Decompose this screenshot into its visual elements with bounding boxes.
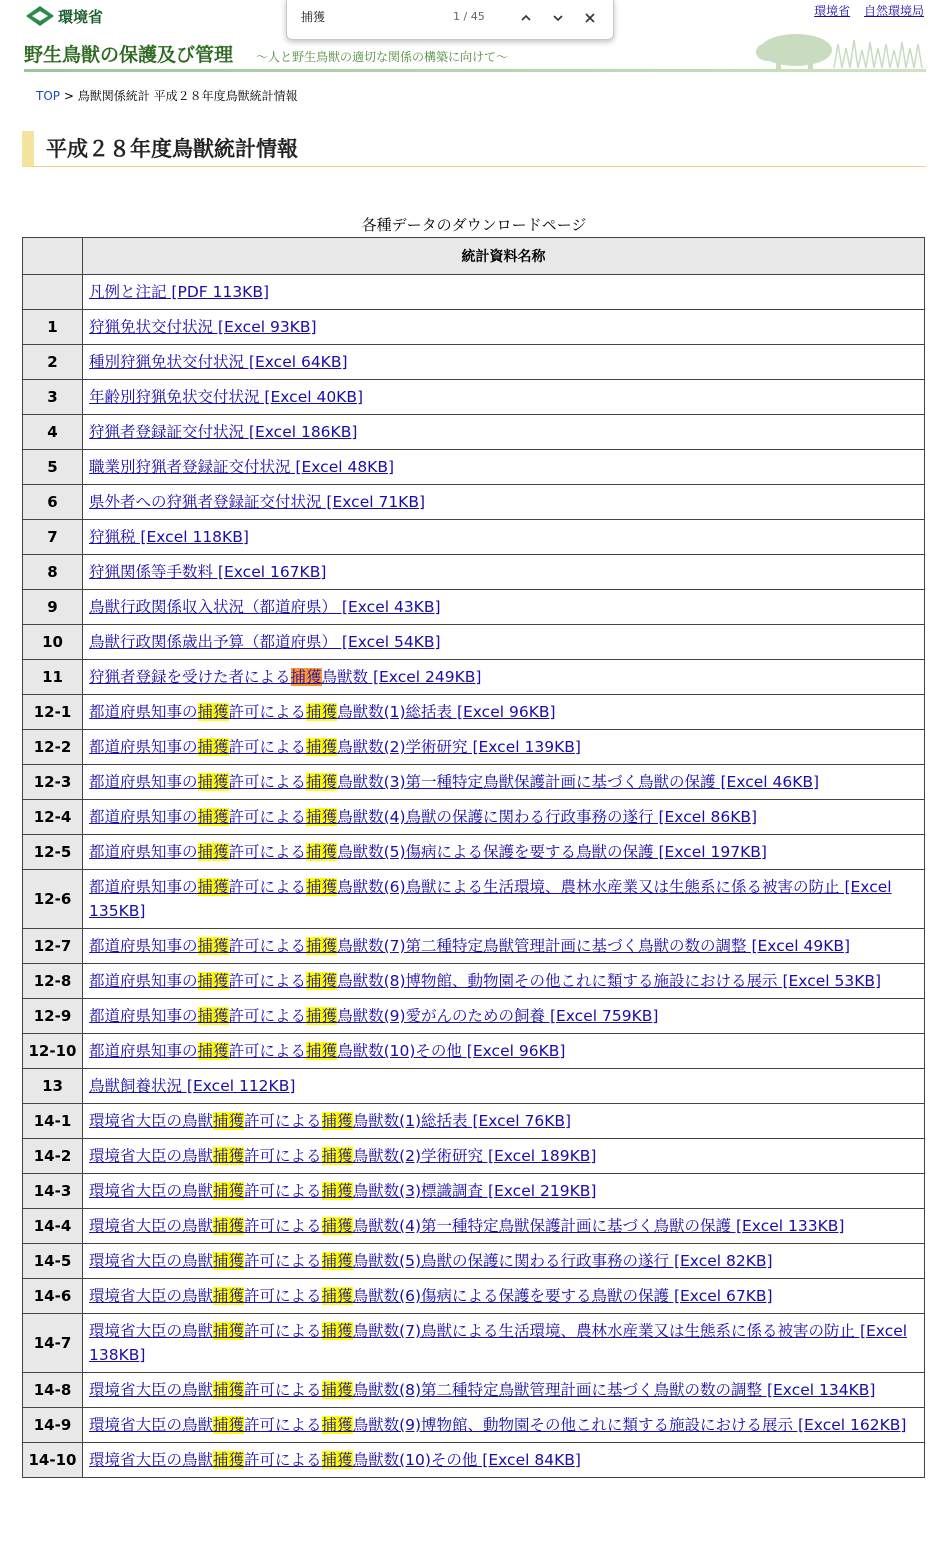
table-body [23, 275, 925, 1478]
row-name-cell [83, 1279, 925, 1314]
table-row [23, 870, 925, 929]
top-links [804, 2, 924, 19]
table-row [23, 275, 925, 310]
row-number: 10 [23, 625, 83, 660]
search-match: 捕獲 [213, 1112, 245, 1130]
row-number: 12-10 [23, 1034, 83, 1069]
name-column-header: 統計資料名称 [83, 238, 925, 275]
row-name-cell [83, 1373, 925, 1408]
row-name-cell [83, 870, 925, 929]
search-match: 捕獲 [321, 1217, 353, 1235]
download-link[interactable]: 狩猟関係等手数料 [Excel 167KB] [89, 563, 327, 581]
table-row [23, 1139, 925, 1174]
table-row [23, 380, 925, 415]
row-name-cell [83, 345, 925, 380]
table-row [23, 1069, 925, 1104]
table-row [23, 1209, 925, 1244]
row-name-cell [83, 520, 925, 555]
download-link[interactable]: 都道府県知事の捕獲許可による捕獲鳥獣数(5)傷病による保護を要する鳥獣の保護 [Excel 197KB] [89, 843, 767, 861]
row-name-cell [83, 485, 925, 520]
row-name-cell [83, 1443, 925, 1478]
row-name-cell [83, 1139, 925, 1174]
row-name-cell [83, 999, 925, 1034]
row-name-cell [83, 929, 925, 964]
row-number: 14-10 [23, 1443, 83, 1478]
chevron-up-icon [520, 12, 532, 24]
search-match: 捕獲 [213, 1287, 245, 1305]
search-match: 捕獲 [197, 703, 229, 721]
row-number: 14-8 [23, 1373, 83, 1408]
download-link[interactable]: 都道府県知事の捕獲許可による捕獲鳥獣数(10)その他 [Excel 96KB] [89, 1042, 566, 1060]
row-number: 4 [23, 415, 83, 450]
search-match: 捕獲 [321, 1287, 353, 1305]
row-name-cell [83, 1408, 925, 1443]
row-name-cell [83, 1314, 925, 1373]
row-number: 11 [23, 660, 83, 695]
search-match: 捕獲 [306, 1042, 338, 1060]
download-link[interactable]: 都道府県知事の捕獲許可による捕獲鳥獣数(4)鳥獣の保護に関わる行政事務の遂行 [Excel 86KB] [89, 808, 758, 826]
row-name-cell [83, 590, 925, 625]
row-name-cell [83, 1209, 925, 1244]
download-link[interactable]: 県外者への狩猟者登録証交付状況 [Excel 71KB] [89, 493, 426, 511]
row-number: 14-1 [23, 1104, 83, 1139]
table-header-row [23, 238, 925, 275]
search-match: 捕獲 [306, 738, 338, 756]
download-link[interactable]: 都道府県知事の捕獲許可による捕獲鳥獣数(2)学術研究 [Excel 139KB] [89, 738, 581, 756]
table-row [23, 625, 925, 660]
table-row [23, 1443, 925, 1478]
table-row [23, 1034, 925, 1069]
table-row [23, 964, 925, 999]
row-number: 14-2 [23, 1139, 83, 1174]
row-number: 6 [23, 485, 83, 520]
download-link[interactable]: 環境省大臣の鳥獣捕獲許可による捕獲鳥獣数(2)学術研究 [Excel 189KB] [89, 1147, 597, 1165]
search-match: 捕獲 [197, 738, 229, 756]
search-match: 捕獲 [197, 972, 229, 990]
download-link[interactable]: 種別狩猟免状交付状況 [Excel 64KB] [89, 353, 348, 371]
site-subtitle: ～人と野生鳥獣の適切な関係の構築に向けて～ [256, 50, 509, 64]
ministry-emblem-icon [24, 4, 56, 28]
row-name-cell [83, 1034, 925, 1069]
chevron-down-icon [552, 12, 564, 24]
search-match: 捕獲 [306, 972, 338, 990]
table-caption: 各種データのダウンロードページ [361, 216, 587, 234]
find-match-count: 1 / 45 [453, 10, 485, 23]
download-link[interactable]: 職業別狩猟者登録証交付状況 [Excel 48KB] [89, 458, 395, 476]
row-number: 12-6 [23, 870, 83, 929]
search-match: 捕獲 [321, 1147, 353, 1165]
row-name-cell [83, 1244, 925, 1279]
download-link[interactable]: 環境省大臣の鳥獣捕獲許可による捕獲鳥獣数(7)鳥獣による生活環境、農林水産業又は生態系に係る被害の防止 [Excel 138KB] [89, 1322, 908, 1364]
row-number: 1 [23, 310, 83, 345]
download-link[interactable]: 凡例と注記 [PDF 113KB] [89, 283, 270, 301]
download-link[interactable]: 環境省大臣の鳥獣捕獲許可による捕獲鳥獣数(5)鳥獣の保護に関わる行政事務の遂行 [Excel 82KB] [89, 1252, 773, 1270]
search-match: 捕獲 [306, 773, 338, 791]
search-match: 捕獲 [321, 1451, 353, 1469]
row-number: 12-9 [23, 999, 83, 1034]
row-name-cell [83, 625, 925, 660]
row-name-cell [83, 380, 925, 415]
breadcrumb-current: 平成２８年度鳥獣統計情報 [153, 89, 298, 103]
page-title: 平成２８年度鳥獣統計情報 [46, 137, 298, 161]
find-close-button[interactable] [577, 5, 603, 31]
row-number: 12-1 [23, 695, 83, 730]
download-link[interactable]: 都道府県知事の捕獲許可による捕獲鳥獣数(7)第二種特定鳥獣管理計画に基づく鳥獣の数の調整 [Excel 49KB] [89, 937, 851, 955]
ministry-name: 環境省 [58, 7, 104, 26]
row-number: 12-8 [23, 964, 83, 999]
table-row [23, 590, 925, 625]
row-number: 5 [23, 450, 83, 485]
boar-illustration [748, 26, 930, 70]
row-number: 12-7 [23, 929, 83, 964]
table-row [23, 415, 925, 450]
row-number: 8 [23, 555, 83, 590]
search-match: 捕獲 [197, 1042, 229, 1060]
table-row [23, 345, 925, 380]
row-number: 12-2 [23, 730, 83, 765]
row-name-cell [83, 1104, 925, 1139]
row-name-cell [83, 310, 925, 345]
breadcrumb [36, 87, 298, 104]
search-match: 捕獲 [321, 1322, 353, 1340]
row-number: 12-3 [23, 765, 83, 800]
search-match: 捕獲 [213, 1147, 245, 1165]
table-row [23, 1244, 925, 1279]
row-number: 3 [23, 380, 83, 415]
row-number: 9 [23, 590, 83, 625]
row-name-cell [83, 660, 925, 695]
row-number: 13 [23, 1069, 83, 1104]
row-name-cell [83, 835, 925, 870]
table-row [23, 660, 925, 695]
download-link[interactable]: 都道府県知事の捕獲許可による捕獲鳥獣数(3)第一種特定鳥獣保護計画に基づく鳥獣の保護 [Excel 46KB] [89, 773, 820, 791]
search-match: 捕獲 [321, 1182, 353, 1200]
table-row [23, 1314, 925, 1373]
number-column-header [23, 238, 83, 275]
link-nature-bureau[interactable]: 自然環境局 [863, 4, 924, 18]
row-number: 14-9 [23, 1408, 83, 1443]
table-row [23, 1104, 925, 1139]
download-link[interactable]: 都道府県知事の捕獲許可による捕獲鳥獣数(1)総括表 [Excel 96KB] [89, 703, 556, 721]
row-name-cell [83, 555, 925, 590]
find-bar [286, 0, 614, 40]
download-link[interactable]: 鳥獣行政関係歳出予算（都道府県） [Excel 54KB] [89, 633, 441, 651]
find-previous-button[interactable] [513, 5, 539, 31]
download-link[interactable]: 年齢別狩猟免状交付状況 [Excel 40KB] [89, 388, 364, 406]
row-number [23, 275, 83, 310]
table-row [23, 1373, 925, 1408]
find-next-button[interactable] [545, 5, 571, 31]
download-link[interactable]: 環境省大臣の鳥獣捕獲許可による捕獲鳥獣数(4)第一種特定鳥獣保護計画に基づく鳥獣の保護 [Excel 133KB] [89, 1217, 845, 1235]
search-match: 捕獲 [197, 878, 229, 896]
table-row [23, 310, 925, 345]
download-link[interactable]: 狩猟者登録を受けた者による捕獲鳥獣数 [Excel 249KB] [89, 668, 482, 686]
row-name-cell [83, 415, 925, 450]
download-link[interactable]: 都道府県知事の捕獲許可による捕獲鳥獣数(6)鳥獣による生活環境、農林水産業又は生態系に係る被害の防止 [Excel 135KB] [89, 878, 892, 920]
row-number: 14-5 [23, 1244, 83, 1279]
row-name-cell [83, 765, 925, 800]
row-name-cell [83, 1069, 925, 1104]
search-match: 捕獲 [321, 1112, 353, 1130]
search-match: 捕獲 [197, 843, 229, 861]
current-search-match: 捕獲 [290, 668, 322, 686]
row-number: 14-4 [23, 1209, 83, 1244]
search-match: 捕獲 [213, 1252, 245, 1270]
table-row [23, 765, 925, 800]
search-match: 捕獲 [306, 703, 338, 721]
table-row [23, 730, 925, 765]
row-name-cell [83, 800, 925, 835]
table-row [23, 520, 925, 555]
download-link[interactable]: 狩猟者登録証交付状況 [Excel 186KB] [89, 423, 358, 441]
table-row [23, 929, 925, 964]
row-number: 2 [23, 345, 83, 380]
row-name-cell [83, 695, 925, 730]
table-row [23, 555, 925, 590]
download-link[interactable]: 環境省大臣の鳥獣捕獲許可による捕獲鳥獣数(1)総括表 [Excel 76KB] [89, 1112, 572, 1130]
row-name-cell [83, 964, 925, 999]
row-number: 7 [23, 520, 83, 555]
search-match: 捕獲 [213, 1217, 245, 1235]
search-match: 捕獲 [321, 1252, 353, 1270]
search-match: 捕獲 [197, 1007, 229, 1025]
download-link[interactable]: 鳥獣飼養状況 [Excel 112KB] [89, 1077, 296, 1095]
table-row [23, 695, 925, 730]
row-number: 14-3 [23, 1174, 83, 1209]
download-link[interactable]: 狩猟税 [Excel 118KB] [89, 528, 249, 546]
table-row [23, 1408, 925, 1443]
download-link[interactable]: 環境省大臣の鳥獣捕獲許可による捕獲鳥獣数(10)その他 [Excel 84KB] [89, 1451, 581, 1469]
search-match: 捕獲 [197, 773, 229, 791]
table-row [23, 999, 925, 1034]
row-number: 14-6 [23, 1279, 83, 1314]
search-match: 捕獲 [306, 843, 338, 861]
row-name-cell [83, 450, 925, 485]
row-number: 12-4 [23, 800, 83, 835]
search-match: 捕獲 [213, 1381, 245, 1399]
row-number: 14-7 [23, 1314, 83, 1373]
search-match: 捕獲 [321, 1416, 353, 1434]
search-match: 捕獲 [213, 1416, 245, 1434]
search-match: 捕獲 [306, 878, 338, 896]
header-divider [24, 69, 926, 72]
search-match: 捕獲 [213, 1451, 245, 1469]
search-match: 捕獲 [306, 1007, 338, 1025]
close-icon [584, 12, 596, 24]
download-link[interactable]: 狩猟免状交付状況 [Excel 93KB] [89, 318, 317, 336]
breadcrumb-separator: > [63, 89, 74, 103]
search-match: 捕獲 [213, 1182, 245, 1200]
table-row [23, 1174, 925, 1209]
table-row [23, 485, 925, 520]
download-link[interactable]: 都道府県知事の捕獲許可による捕獲鳥獣数(8)博物館、動物園その他これに類する施設における展示 [Excel 53KB] [89, 972, 882, 990]
find-input[interactable] [301, 9, 441, 23]
breadcrumb-parent: 鳥獣関係統計 [77, 89, 150, 103]
download-link[interactable]: 環境省大臣の鳥獣捕獲許可による捕獲鳥獣数(9)博物館、動物園その他これに類する施設における展示 [Excel 162KB] [89, 1416, 907, 1434]
download-link[interactable]: 都道府県知事の捕獲許可による捕獲鳥獣数(9)愛がんのための飼養 [Excel 759KB] [89, 1007, 659, 1025]
site-title[interactable]: 野生鳥獣の保護及び管理 [24, 44, 234, 66]
table-row [23, 450, 925, 485]
search-match: 捕獲 [197, 808, 229, 826]
table-row [23, 800, 925, 835]
download-link[interactable]: 環境省大臣の鳥獣捕獲許可による捕獲鳥獣数(3)標識調査 [Excel 219KB] [89, 1182, 597, 1200]
search-match: 捕獲 [197, 937, 229, 955]
page-title-bar [22, 131, 926, 167]
breadcrumb-top[interactable]: TOP [36, 89, 61, 103]
row-name-cell [83, 1174, 925, 1209]
search-match: 捕獲 [213, 1322, 245, 1340]
statistics-table [22, 237, 925, 1478]
row-name-cell [83, 730, 925, 765]
table-row [23, 1279, 925, 1314]
download-link[interactable]: 環境省大臣の鳥獣捕獲許可による捕獲鳥獣数(8)第二種特定鳥獣管理計画に基づく鳥獣の数の調整 [Excel 134KB] [89, 1381, 876, 1399]
search-match: 捕獲 [306, 808, 338, 826]
search-match: 捕獲 [321, 1381, 353, 1399]
download-link[interactable]: 鳥獣行政関係収入状況（都道府県） [Excel 43KB] [89, 598, 441, 616]
link-moe[interactable]: 環境省 [814, 4, 851, 18]
ministry-logo[interactable] [24, 4, 103, 28]
row-number: 12-5 [23, 835, 83, 870]
download-link[interactable]: 環境省大臣の鳥獣捕獲許可による捕獲鳥獣数(6)傷病による保護を要する鳥獣の保護 [Excel 67KB] [89, 1287, 773, 1305]
search-match: 捕獲 [306, 937, 338, 955]
row-name-cell [83, 275, 925, 310]
table-row [23, 835, 925, 870]
